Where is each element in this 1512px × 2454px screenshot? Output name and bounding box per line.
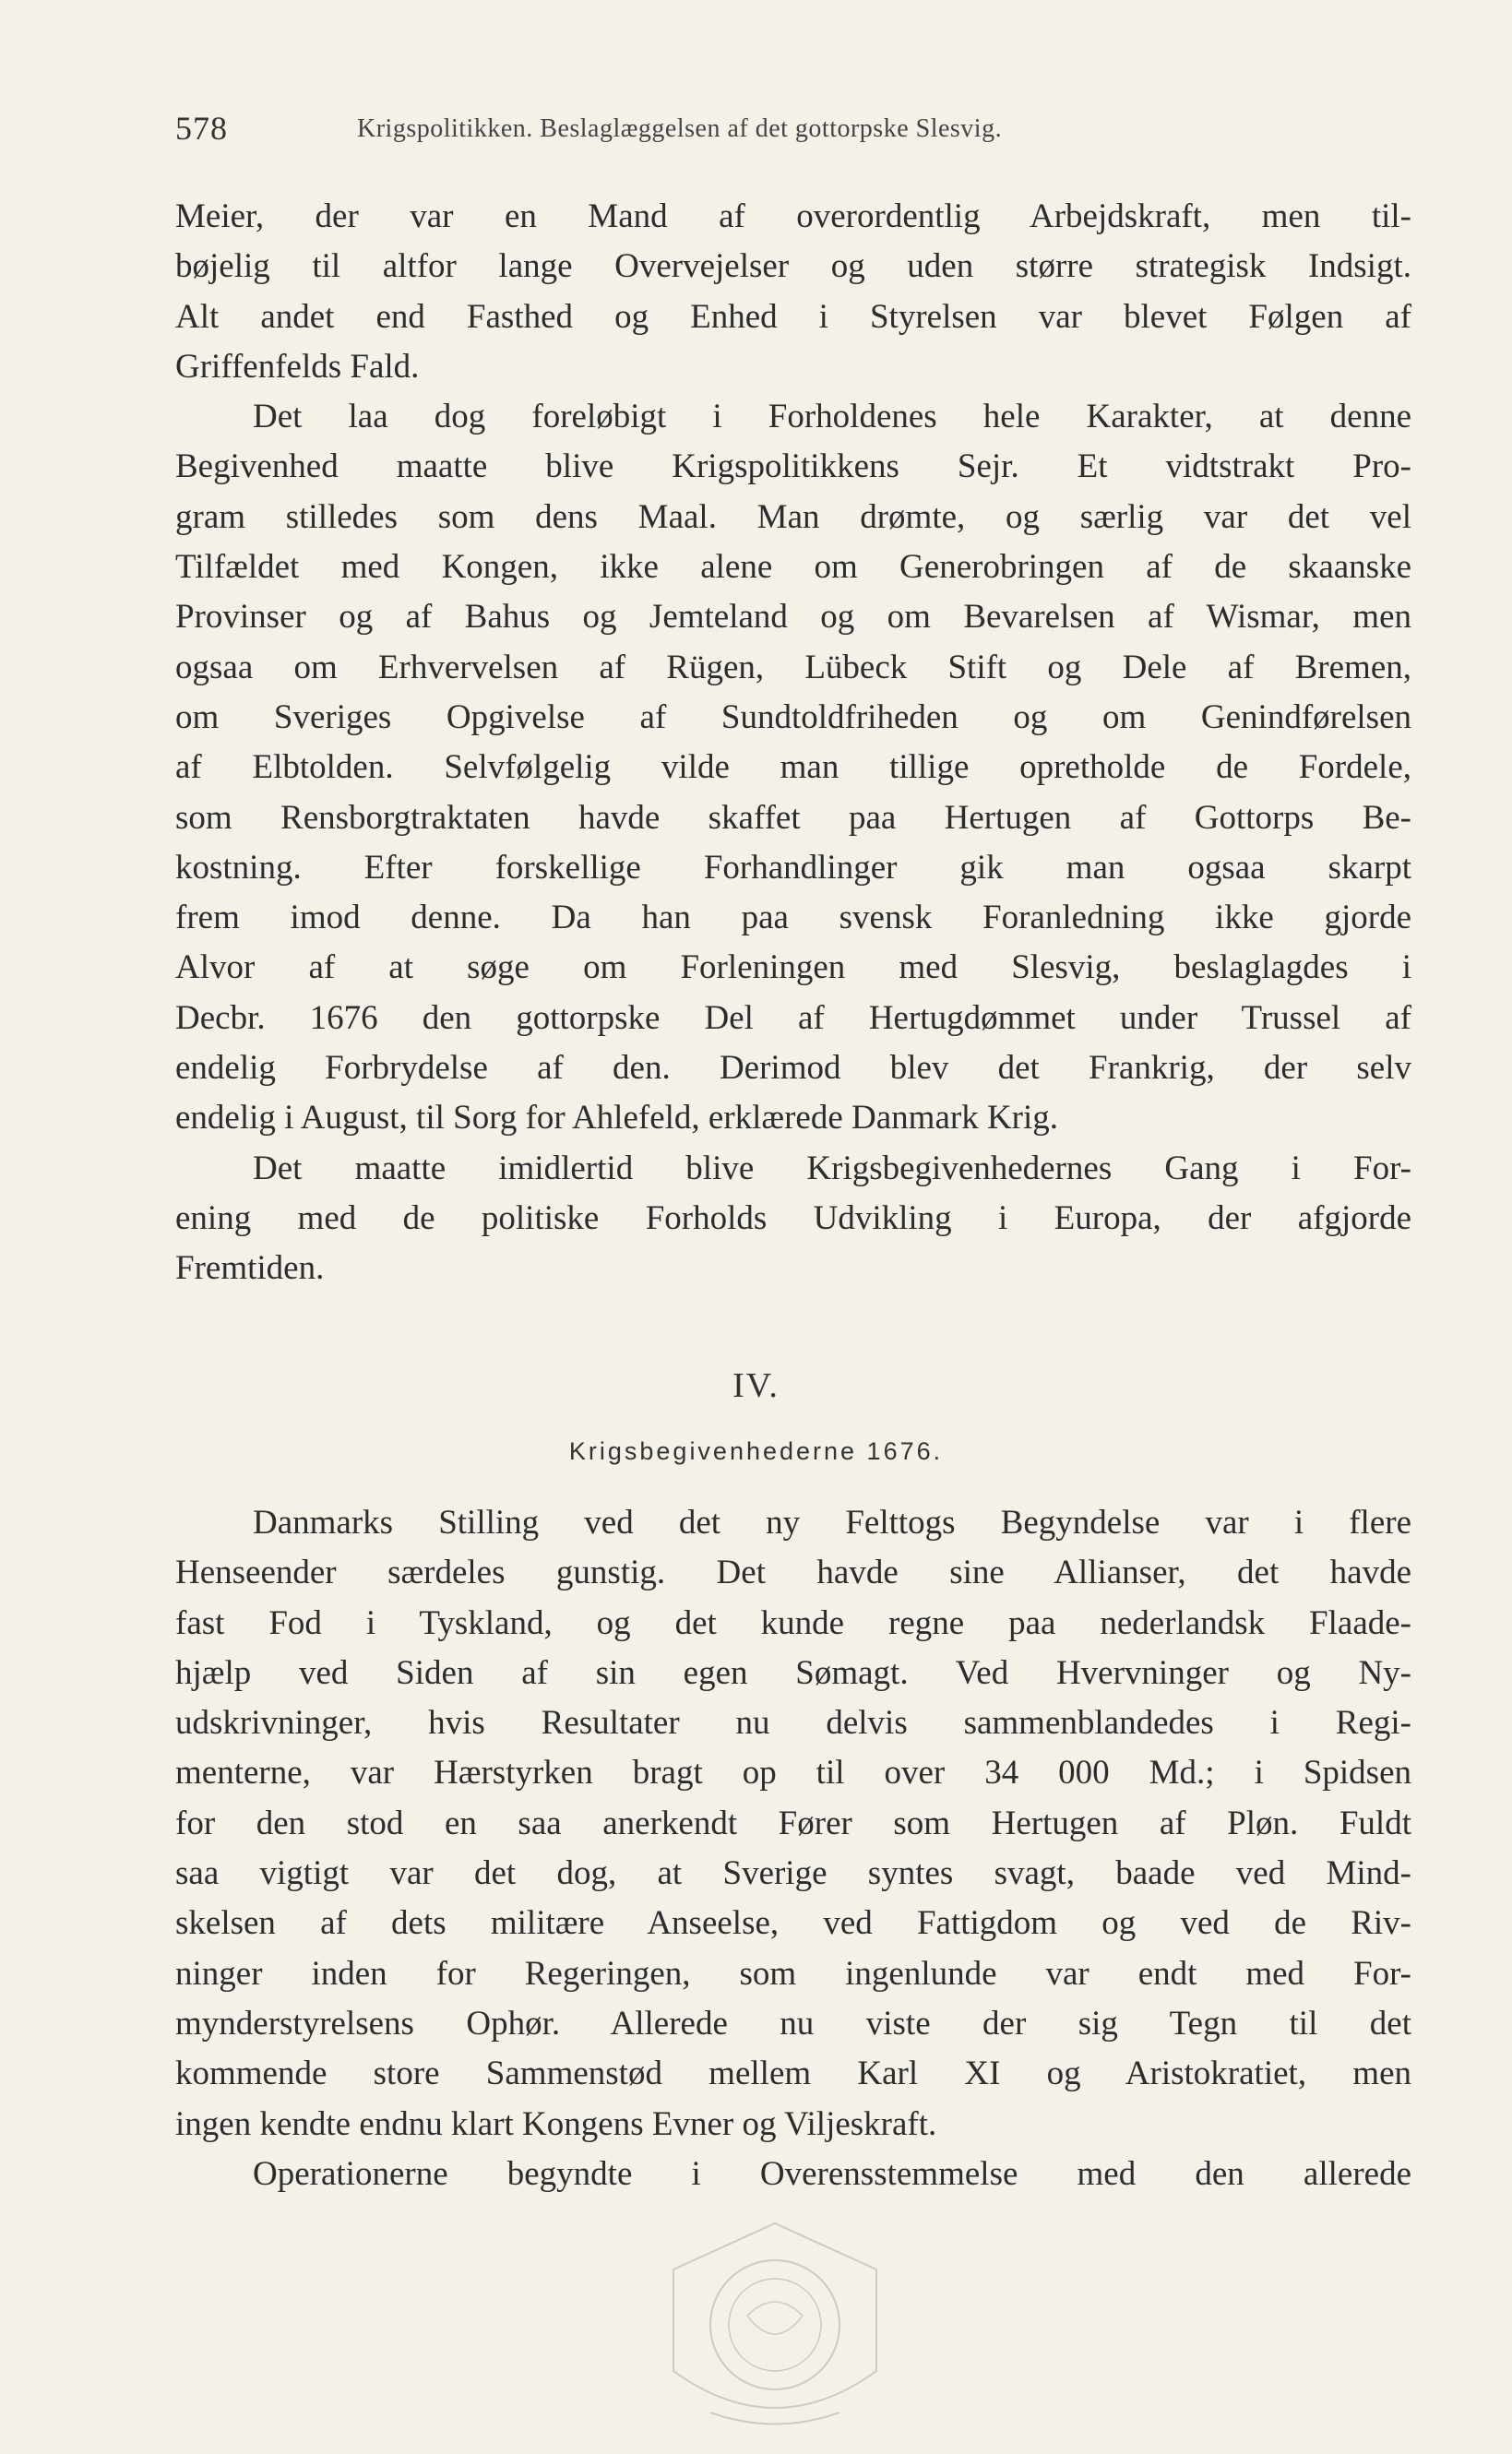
running-head: Krigspolitikken. Beslaglæggelsen af det gottorpske Slesvig.: [357, 114, 1003, 143]
text-line: ening med de politiske Forholds Udvikling i Europa, der afgjorde: [175, 1198, 1411, 1237]
text-line: ingen kendte endnu klart Kongens Evner og Viljeskraft.: [175, 2104, 937, 2143]
text-line: gram stilledes som dens Maal. Man drømte, og særlig var det vel: [175, 497, 1411, 536]
page-number: 578: [175, 110, 228, 147]
text-line: for den stod en saa anerkendt Fører som Hertugen af Pløn. Fuldt: [175, 1804, 1411, 1842]
text-line: saa vigtigt var det dog, at Sverige syntes svagt, baade ved Mind-: [175, 1854, 1411, 1893]
text-line: Henseender særdeles gunstig. Det havde sine Allianser, det havde: [175, 1554, 1411, 1592]
text-line: bøjelig til altfor lange Overvejelser og uden større strategisk Indsigt.: [175, 247, 1411, 286]
page-header: [175, 109, 1411, 155]
section-title: Krigsbegivenhederne 1676.: [568, 1437, 944, 1465]
text-line: Tilfældet med Kongen, ikke alene om Generobringen af de skaanske: [175, 548, 1411, 587]
text-line: Fremtiden.: [175, 1249, 325, 1288]
text-line: skelsen af dets militære Anseelse, ved Fattigdom og ved de Riv-: [175, 1904, 1411, 1943]
text-line: Alt andet end Fasthed og Enhed i Styrelsen var blevet Følgen af: [175, 297, 1411, 336]
text-line: menterne, var Hærstyrken bragt op til over 34 000 Md.; i Spidsen: [175, 1754, 1411, 1793]
text-line: om Sveriges Opgivelse af Sundtoldfriheden og om Genindførelsen: [175, 697, 1411, 736]
text-line: mynderstyrelsens Ophør. Allerede nu viste der sig Tegn til det: [175, 2004, 1411, 2043]
text-line: Operationerne begyndte i Overensstemmelse med den allerede: [253, 2154, 1411, 2193]
text-line: Det maatte imidlertid blive Krigsbegivenhedernes Gang i For-: [253, 1149, 1411, 1187]
text-line: ninger inden for Regeringen, som ingenlunde var endt med For-: [175, 1954, 1411, 1993]
library-stamp: [637, 2214, 913, 2445]
text-line: endelig i August, til Sorg for Ahlefeld, erklærede Danmark Krig.: [175, 1099, 1059, 1138]
text-line: Griffenfelds Fald.: [175, 347, 420, 386]
section-numeral: IV.: [732, 1366, 780, 1405]
text-line: Begivenhed maatte blive Krigspolitikkens Sejr. Et vidtstrakt Pro-: [175, 447, 1411, 486]
text-line: ogsaa om Erhvervelsen af Rügen, Lübeck Stift og Dele af Bremen,: [175, 648, 1411, 686]
text-line: Provinser og af Bahus og Jemteland og om Bevarelsen af Wismar, men: [175, 598, 1411, 637]
text-line: Danmarks Stilling ved det ny Felttogs Begyndelse var i flere: [253, 1504, 1411, 1542]
text-line: kostning. Efter forskellige Forhandlinger gik man ogsaa skarpt: [175, 848, 1411, 887]
text-line: Det laa dog foreløbigt i Forholdenes hele Karakter, at denne: [253, 398, 1411, 436]
text-line: frem imod denne. Da han paa svensk Foranledning ikke gjorde: [175, 899, 1411, 937]
text-line: fast Fod i Tyskland, og det kunde regne paa nederlandsk Flaade-: [175, 1603, 1411, 1642]
text-line: som Rensborgtraktaten havde skaffet paa Hertugen af Gottorps Be-: [175, 798, 1411, 837]
text-line: af Elbtolden. Selvfølgelig vilde man tillige opretholde de Fordele,: [175, 748, 1411, 787]
text-line: kommende store Sammenstød mellem Karl XI og Aristokratiet, men: [175, 2055, 1411, 2093]
text-line: hjælp ved Siden af sin egen Sømagt. Ved Hvervninger og Ny-: [175, 1653, 1411, 1692]
text-line: Alvor af at søge om Forleningen med Slesvig, beslaglagdes i: [175, 948, 1411, 987]
paragraphs-before-section: [175, 192, 1411, 1294]
text-line: endelig Forbrydelse af den. Derimod blev det Frankrig, der selv: [175, 1049, 1411, 1088]
paragraphs-after-section: [175, 1498, 1411, 2199]
text-line: udskrivninger, hvis Resultater nu delvis sammenblandedes i Regi-: [175, 1704, 1411, 1743]
text-line: Meier, der var en Mand af overordentlig Arbejdskraft, men til-: [175, 197, 1411, 235]
text-line: Decbr. 1676 den gottorpske Del af Hertugdømmet under Trussel af: [175, 998, 1411, 1037]
